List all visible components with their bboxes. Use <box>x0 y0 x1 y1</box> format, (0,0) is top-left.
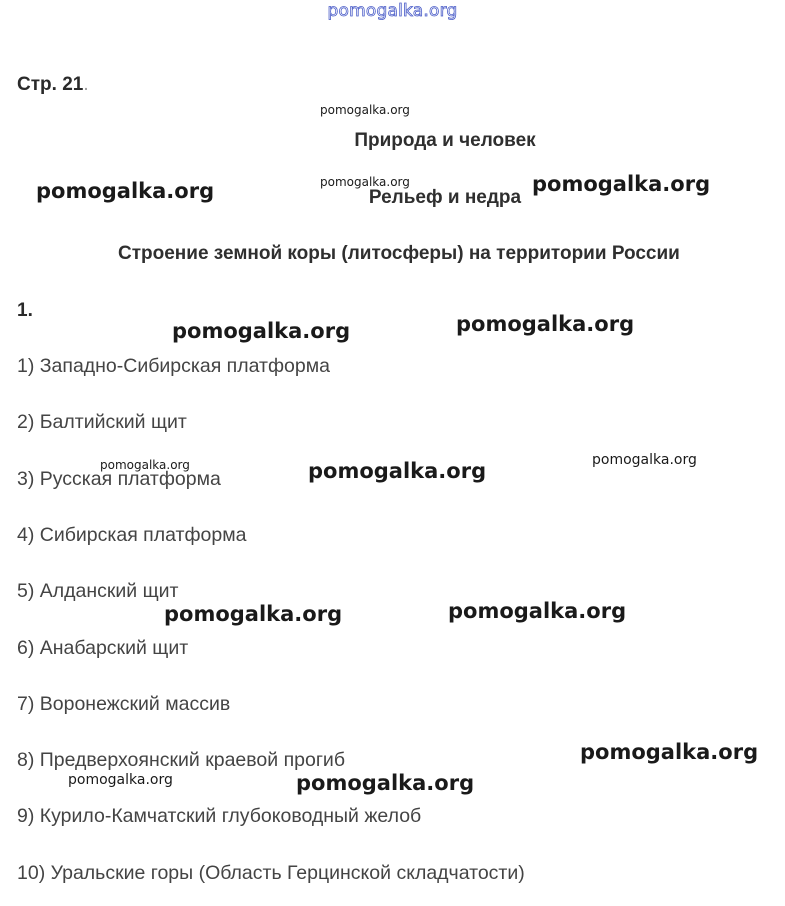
page-label-dot: . <box>83 74 89 95</box>
watermark-large: pomogalka.org <box>36 179 215 203</box>
answer-item: 4) Сибирская платформа <box>17 524 247 546</box>
watermark-small: pomogalka.org <box>320 175 410 189</box>
answer-item: 1) Западно-Сибирская платформа <box>17 355 330 377</box>
answer-item: 2) Балтийский щит <box>17 411 187 433</box>
watermark-small: pomogalka.org <box>68 772 173 788</box>
watermark-large: pomogalka.org <box>172 319 351 343</box>
watermark-large: pomogalka.org <box>164 602 343 626</box>
watermark-large: pomogalka.org <box>308 459 487 483</box>
watermark-large: pomogalka.org <box>532 172 711 196</box>
site-header-link[interactable]: pomogalka.org <box>327 1 458 21</box>
watermark-large: pomogalka.org <box>580 740 759 764</box>
answer-item: 6) Анабарский щит <box>17 637 189 659</box>
answer-item: 7) Воронежский массив <box>17 693 231 715</box>
section-title: Природа и человек <box>354 130 536 151</box>
answer-item: 9) Курило-Камчатский глубоководный желоб <box>17 805 422 827</box>
page-label <box>17 74 89 96</box>
watermark-large: pomogalka.org <box>296 771 475 795</box>
subsection-title: Рельеф и недра <box>368 187 522 208</box>
topic-title: Строение земной коры (литосферы) на территории России <box>118 243 680 264</box>
watermark-small: pomogalka.org <box>100 458 190 472</box>
watermark-small: pomogalka.org <box>592 452 697 468</box>
answer-item: 3) Русская платформа <box>17 468 221 490</box>
task-number: 1. <box>17 300 33 321</box>
answer-item: 8) Предверхоянский краевой прогиб <box>17 749 345 771</box>
answer-item: 10) Уральские горы (Область Герцинской складчатости) <box>17 862 525 884</box>
watermark-large: pomogalka.org <box>456 312 635 336</box>
watermark-large: pomogalka.org <box>448 599 627 623</box>
watermark-small: pomogalka.org <box>320 103 410 117</box>
page-label-text: Стр. 21 <box>17 74 84 95</box>
answer-item: 5) Алданский щит <box>17 580 179 602</box>
